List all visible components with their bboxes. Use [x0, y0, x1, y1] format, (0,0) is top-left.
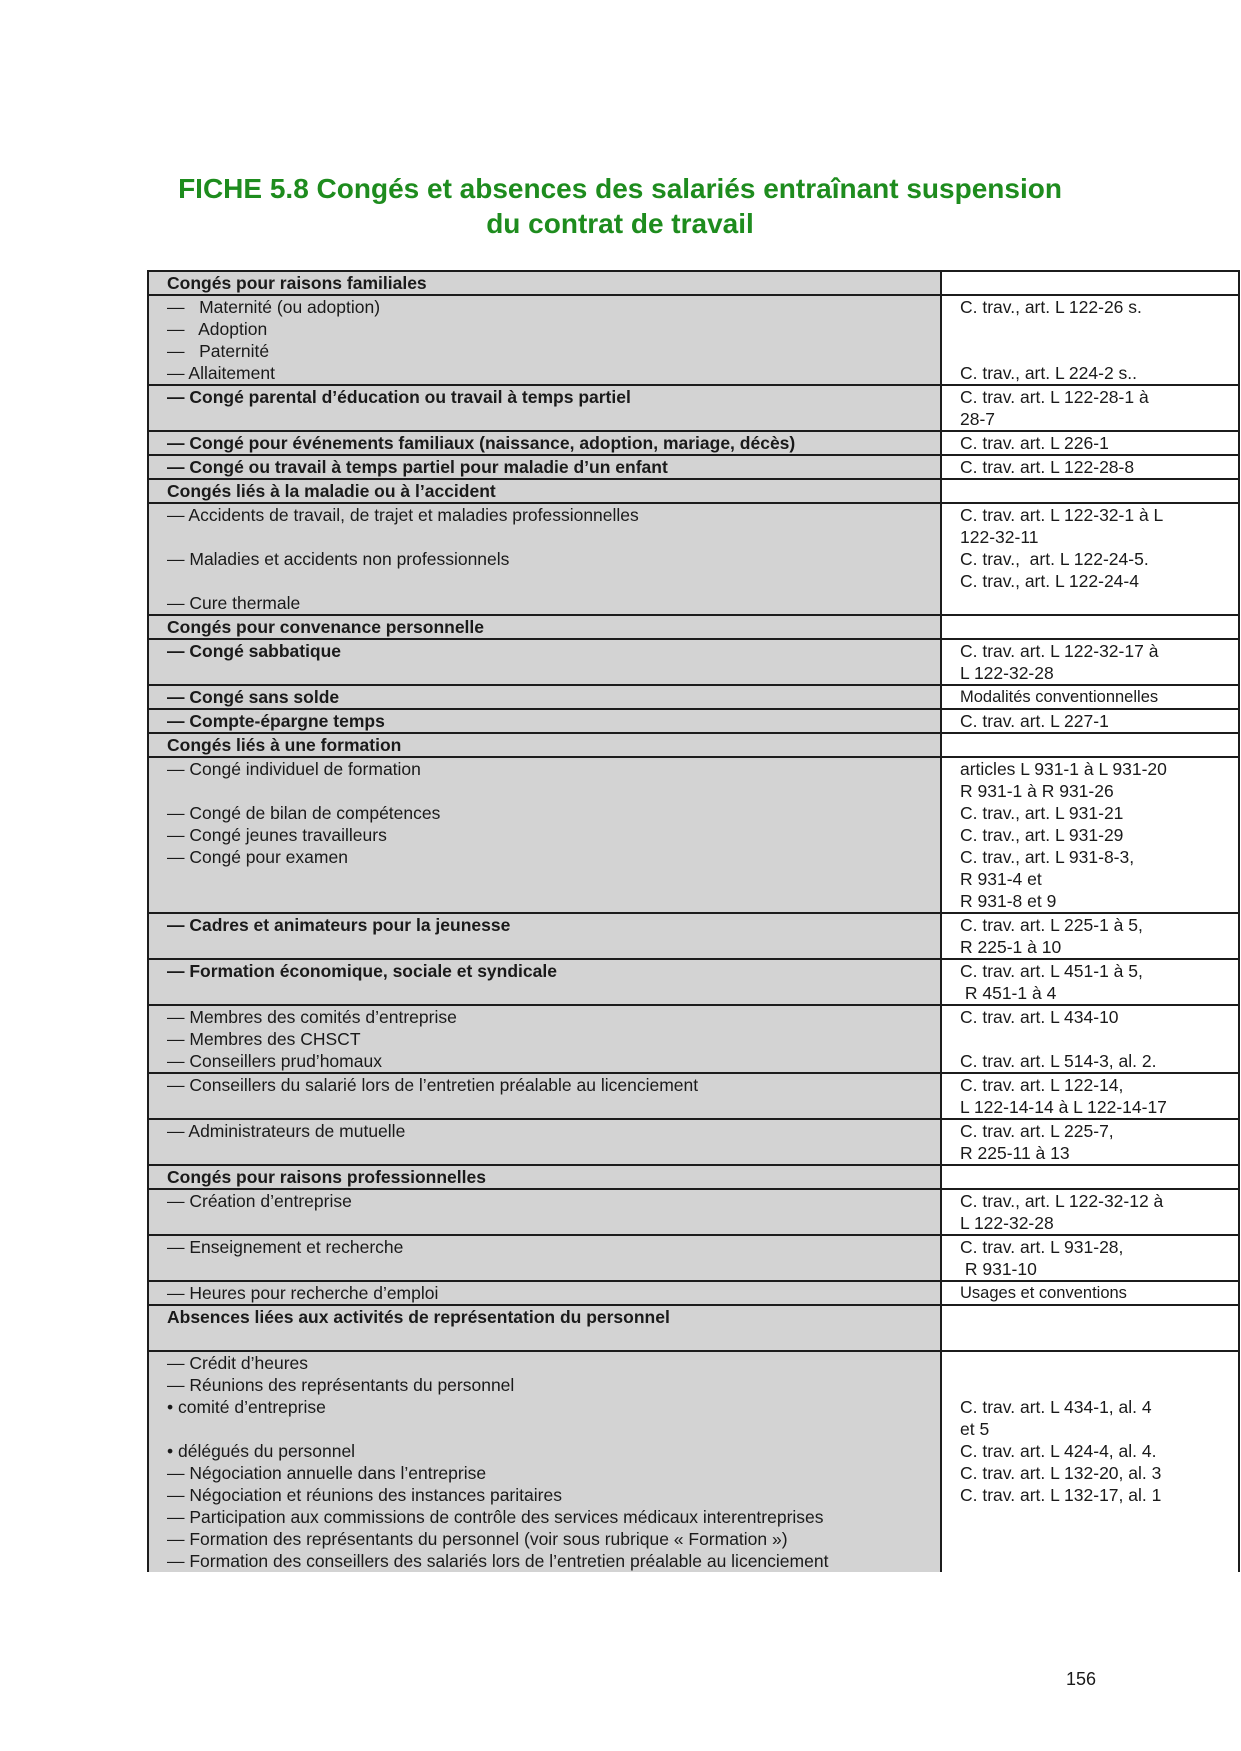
reference-line: C. trav. art. L 227-1: [960, 711, 1109, 731]
topic-heading: — Congé parental d’éducation ou travail à temps partiel: [167, 387, 631, 407]
topic-cell: [148, 709, 941, 733]
reference-line: [960, 340, 1234, 362]
table-row: [148, 913, 1239, 959]
topic-heading: Congés liés à la maladie ou à l’accident: [167, 481, 496, 501]
title-line-2: du contrat de travail: [486, 208, 754, 239]
reference-line: [960, 734, 1234, 756]
table-row: [148, 455, 1239, 479]
topic-line: [167, 780, 940, 802]
topic-line: — Congé jeunes travailleurs: [167, 825, 387, 845]
reference-line: C. trav., art. L 122-26 s.: [960, 297, 1142, 317]
table-row: [148, 685, 1239, 709]
reference-cell: [941, 1165, 1239, 1189]
reference-line: C. trav. art. L 122-28-8: [960, 457, 1135, 477]
topic-cell: [148, 959, 941, 1005]
topic-heading: — Cadres et animateurs pour la jeunesse: [167, 915, 511, 935]
table-row: [148, 709, 1239, 733]
leave-table: [147, 270, 1240, 1572]
table-row: [148, 615, 1239, 639]
topic-heading: — Formation économique, sociale et syndicale: [167, 961, 557, 981]
topic-line: — Congé de bilan de compétences: [167, 803, 441, 823]
reference-cell: [941, 271, 1239, 295]
topic-cell: [148, 479, 941, 503]
reference-line: C. trav. art. L 132-17, al. 1: [960, 1485, 1162, 1505]
table-row: [148, 639, 1239, 685]
page-title: [140, 171, 1100, 241]
topic-line: — Accidents de travail, de trajet et maladies professionnelles: [167, 505, 639, 525]
topic-cell: [148, 913, 941, 959]
reference-cell: [941, 1281, 1239, 1305]
topic-line: [167, 1328, 940, 1350]
topic-line: — Maternité (ou adoption): [167, 297, 381, 317]
reference-line: C. trav., art. L 122-32-12 à: [960, 1191, 1164, 1211]
topic-heading: — Congé sans solde: [167, 687, 340, 707]
topic-cell: [148, 1073, 941, 1119]
reference-cell: [941, 615, 1239, 639]
reference-line: R 931-10: [960, 1259, 1037, 1279]
table-row: [148, 271, 1239, 295]
reference-cell: [941, 757, 1239, 913]
topic-line: — Crédit d’heures: [167, 1353, 309, 1373]
reference-cell: [941, 733, 1239, 757]
topic-cell: [148, 1119, 941, 1165]
topic-cell: [148, 615, 941, 639]
reference-cell: [941, 503, 1239, 615]
title-line-1: FICHE 5.8 Congés et absences des salariés entraînant suspension: [178, 173, 1062, 204]
table-row: [148, 1281, 1239, 1305]
reference-line: Usages et conventions: [960, 1284, 1127, 1302]
topic-heading: — Congé pour événements familiaux (naissance, adoption, mariage, décès): [167, 433, 796, 453]
topic-line: — Réunions des représentants du personnel: [167, 1375, 515, 1395]
topic-line: — Congé pour examen: [167, 847, 348, 867]
topic-line: — Participation aux commissions de contrôle des services médicaux interentreprises: [167, 1507, 824, 1527]
table-row: [148, 1119, 1239, 1165]
topic-cell: [148, 685, 941, 709]
topic-cell: [148, 733, 941, 757]
topic-heading: — Compte-épargne temps: [167, 711, 385, 731]
topic-cell: [148, 1005, 941, 1073]
reference-cell: [941, 1073, 1239, 1119]
reference-line: R 225-1 à 10: [960, 937, 1062, 957]
reference-line: C. trav. art. L 225-1 à 5,: [960, 915, 1143, 935]
reference-cell: [941, 295, 1239, 385]
reference-line: C. trav. art. L 424-4, al. 4.: [960, 1441, 1157, 1461]
reference-line: C. trav., art. L 122-24-4: [960, 571, 1139, 591]
reference-line: 122-32-11: [960, 527, 1039, 547]
reference-line: articles L 931-1 à L 931-20: [960, 759, 1167, 779]
table-row: [148, 479, 1239, 503]
reference-line: C. trav. art. L 514-3, al. 2.: [960, 1051, 1157, 1071]
table-row: [148, 295, 1239, 385]
topic-line: — Enseignement et recherche: [167, 1237, 404, 1257]
reference-line: R 931-8 et 9: [960, 891, 1057, 911]
topic-cell: [148, 1235, 941, 1281]
topic-line: — Administrateurs de mutuelle: [167, 1121, 406, 1141]
reference-line: R 931-1 à R 931-26: [960, 781, 1114, 801]
table-row: [148, 757, 1239, 913]
topic-cell: [148, 431, 941, 455]
table-row: [148, 503, 1239, 615]
topic-line: — Conseillers du salarié lors de l’entretien préalable au licenciement: [167, 1075, 699, 1095]
table-row: [148, 1235, 1239, 1281]
topic-cell: [148, 1351, 941, 1572]
reference-line: C. trav., art. L 224-2 s..: [960, 363, 1138, 383]
topic-cell: [148, 1165, 941, 1189]
topic-line: • comité d’entreprise: [167, 1397, 326, 1417]
topic-cell: [148, 385, 941, 431]
topic-line: — Adoption: [167, 319, 268, 339]
topic-line: [167, 570, 940, 592]
topic-line: [167, 526, 940, 548]
topic-cell: [148, 295, 941, 385]
reference-line: et 5: [960, 1419, 990, 1439]
table-row: [148, 959, 1239, 1005]
table-row: [148, 1005, 1239, 1073]
topic-cell: [148, 503, 941, 615]
topic-line: [167, 1418, 940, 1440]
topic-line: — Congé individuel de formation: [167, 759, 421, 779]
topic-heading: — Congé ou travail à temps partiel pour maladie d’un enfant: [167, 457, 668, 477]
reference-line: C. trav. art. L 132-20, al. 3: [960, 1463, 1162, 1483]
reference-cell: [941, 1351, 1239, 1572]
reference-line: [960, 1306, 1234, 1328]
reference-line: C. trav. art. L 122-32-17 à: [960, 641, 1159, 661]
topic-heading: Congés pour convenance personnelle: [167, 617, 485, 637]
topic-line: — Conseillers prud’homaux: [167, 1051, 382, 1071]
reference-line: [960, 1374, 1234, 1396]
reference-cell: [941, 1305, 1239, 1351]
reference-line: Modalités conventionnelles: [960, 688, 1159, 706]
topic-line: — Formation des conseillers des salariés lors de l’entretien préalable au licenciement: [167, 1551, 829, 1571]
reference-line: C. trav. art. L 434-1, al. 4: [960, 1397, 1152, 1417]
topic-line: — Membres des comités d’entreprise: [167, 1007, 457, 1027]
topic-cell: [148, 271, 941, 295]
table-row: [148, 1305, 1239, 1351]
reference-line: C. trav. art. L 122-32-1 à L: [960, 505, 1164, 525]
topic-cell: [148, 1305, 941, 1351]
topic-line: — Membres des CHSCT: [167, 1029, 361, 1049]
topic-cell: [148, 1281, 941, 1305]
reference-line: [960, 1166, 1234, 1188]
topic-line: — Négociation annuelle dans l’entreprise: [167, 1463, 487, 1483]
reference-line: C. trav. art. L 931-28,: [960, 1237, 1124, 1257]
reference-line: [960, 318, 1234, 340]
reference-line: C. trav., art. L 122-24-5.: [960, 549, 1149, 569]
reference-line: C. trav. art. L 122-28-1 à: [960, 387, 1149, 407]
reference-cell: [941, 709, 1239, 733]
reference-cell: [941, 455, 1239, 479]
reference-line: C. trav. art. L 434-10: [960, 1007, 1119, 1027]
topic-heading: Congés liés à une formation: [167, 735, 402, 755]
reference-line: [960, 272, 1234, 294]
topic-cell: [148, 455, 941, 479]
reference-line: R 451-1 à 4: [960, 983, 1057, 1003]
reference-cell: [941, 479, 1239, 503]
reference-line: C. trav. art. L 226-1: [960, 433, 1109, 453]
table-row: [148, 431, 1239, 455]
reference-line: L 122-32-28: [960, 1213, 1054, 1233]
table-row: [148, 733, 1239, 757]
table-row: [148, 385, 1239, 431]
reference-cell: [941, 1005, 1239, 1073]
topic-heading: Congés pour raisons professionnelles: [167, 1167, 486, 1187]
reference-cell: [941, 385, 1239, 431]
topic-cell: [148, 1189, 941, 1235]
reference-line: L 122-32-28: [960, 663, 1054, 683]
reference-cell: [941, 1235, 1239, 1281]
topic-line: — Négociation et réunions des instances paritaires: [167, 1485, 562, 1505]
reference-line: C. trav. art. L 225-7,: [960, 1121, 1114, 1141]
table-row: [148, 1165, 1239, 1189]
reference-cell: [941, 959, 1239, 1005]
topic-cell: [148, 757, 941, 913]
reference-cell: [941, 1119, 1239, 1165]
topic-line: — Création d’entreprise: [167, 1191, 352, 1211]
table-row: [148, 1073, 1239, 1119]
reference-cell: [941, 431, 1239, 455]
reference-cell: [941, 913, 1239, 959]
topic-line: — Cure thermale: [167, 593, 301, 613]
reference-line: C. trav., art. L 931-21: [960, 803, 1124, 823]
page-number: 156: [1066, 1669, 1097, 1689]
topic-line: — Maladies et accidents non professionnels: [167, 549, 510, 569]
topic-line: — Formation des représentants du personnel (voir sous rubrique « Formation »): [167, 1529, 788, 1549]
reference-line: [960, 592, 1234, 614]
topic-cell: [148, 639, 941, 685]
reference-line: [960, 1352, 1234, 1374]
reference-line: C. trav., art. L 931-8-3,: [960, 847, 1135, 867]
reference-line: [960, 616, 1234, 638]
reference-line: C. trav. art. L 451-1 à 5,: [960, 961, 1143, 981]
topic-heading: Congés pour raisons familiales: [167, 273, 427, 293]
reference-line: [960, 1028, 1234, 1050]
reference-line: C. trav., art. L 931-29: [960, 825, 1124, 845]
table-row: [148, 1351, 1239, 1572]
topic-line: — Heures pour recherche d’emploi: [167, 1283, 439, 1303]
table-row: [148, 1189, 1239, 1235]
reference-cell: [941, 639, 1239, 685]
reference-line: R 931-4 et: [960, 869, 1042, 889]
reference-line: [960, 480, 1234, 502]
topic-line: — Paternité: [167, 341, 270, 361]
topic-heading: — Congé sabbatique: [167, 641, 342, 661]
topic-line: — Allaitement: [167, 363, 275, 383]
reference-line: C. trav. art. L 122-14,: [960, 1075, 1124, 1095]
reference-cell: [941, 1189, 1239, 1235]
reference-cell: [941, 685, 1239, 709]
reference-line: 28-7: [960, 409, 996, 429]
reference-line: R 225-11 à 13: [960, 1143, 1070, 1163]
reference-line: L 122-14-14 à L 122-14-17: [960, 1097, 1167, 1117]
topic-heading: Absences liées aux activités de représentation du personnel: [167, 1307, 670, 1327]
topic-line: • délégués du personnel: [167, 1441, 356, 1461]
